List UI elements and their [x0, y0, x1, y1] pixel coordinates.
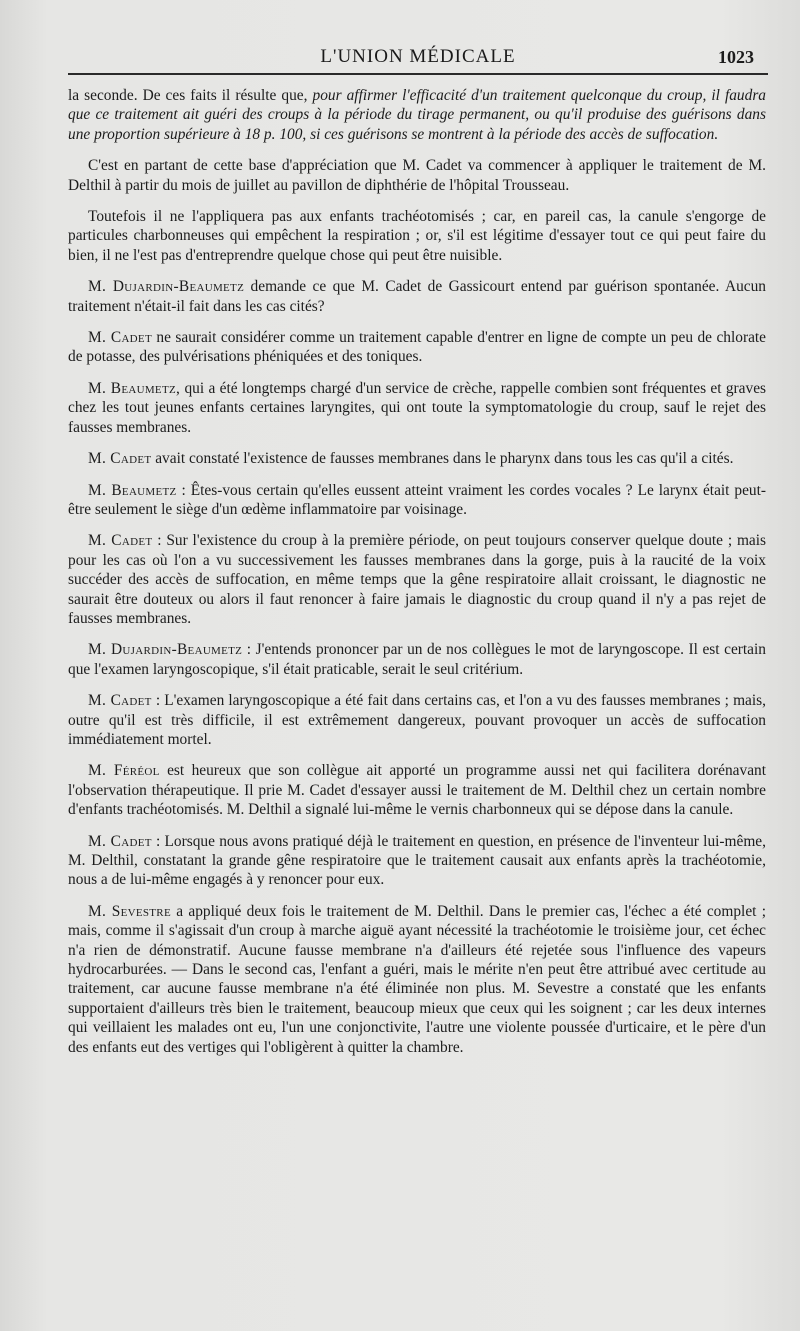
page-number: 1023	[718, 47, 754, 67]
speaker-name: M. Féréol	[88, 762, 160, 780]
paragraph-text: demande ce que M. Cadet de Gassicourt entend par guérison spontanée. Aucun traitement n'était-il fait dans les cas cités?	[68, 278, 766, 315]
speaker-name: M. Dujardin-Beaumetz	[88, 641, 243, 659]
paragraph-text: est heureux que son collègue ait apporté un programme aussi net qui facilitera dorénavant l'observation thérapeutique. Il prie M. Cadet d'essayer aussi le traitement de M. Delthil chez un certain nombre d'enfants trachéotomisés. M. Delthil a signalé lui-même le vernis charbonneux qui se dépose dans la canule.	[68, 762, 767, 819]
paragraph-text: : Sur l'existence du croup à la première période, on peut toujours conserver quelque doute ; mais pour les cas où l'on a vu successivement les fausses membranes dans la gorge, puis à la raucité de la voix succéder des accès de suffocation, en même temps que la gêne respiratoire allait croissant, le diagnostic ne saurait être douteux ou alors il faut renoncer à faire jamais le diagnostic du croup quand il n'y a pas rejet de fausses membranes.	[68, 532, 767, 627]
paragraph-text: ne saurait considérer comme un traitement capable d'entrer en ligne de compte un peu de chlorate de potasse, des pulvérisations phéniquées et des toniques.	[68, 329, 767, 366]
paragraph	[68, 379, 766, 437]
speaker-name: M. Cadet	[88, 450, 152, 468]
page-header	[68, 44, 768, 74]
speaker-name: M. Cadet	[88, 692, 152, 710]
paragraph	[68, 328, 766, 367]
running-title: L'UNION MÉDICALE	[320, 46, 516, 67]
paragraph-text: : L'examen laryngoscopique a été fait dans certains cas, et l'on a vu des fausses membranes ; mais, outre qu'il est très difficile, il est extrêmement dangereux, pouvant provoquer un accès de suffocation immédiatement mortel.	[68, 692, 766, 748]
speaker-name: M. Cadet	[88, 832, 152, 850]
speaker-name: M. Cadet	[88, 329, 152, 347]
paragraph	[68, 691, 766, 749]
paragraph-text: C'est en partant de cette base d'appréciation que M. Cadet va commencer à appliquer le traitement de M. Delthil à partir du mois de juillet au pavillon de diphthérie de l'hôpital Trousseau.	[68, 157, 766, 194]
speaker-name: M. Dujardin-Beaumetz	[88, 278, 245, 296]
speaker-name: M. Sevestre	[88, 902, 171, 920]
paragraph	[68, 481, 766, 520]
paragraph	[68, 761, 766, 819]
paragraph-text: : Lorsque nous avons pratiqué déjà le traitement en question, en présence de l'inventeur lui-même, M. Delthil, constatant la grande gêne respiratoire que le traitement causait aux enfants après la trachéotomie, nous a de lui-même engagés à y renoncer pour eux.	[68, 832, 766, 889]
paragraph-italic-text: pour affirmer l'efficacité d'un traitement quelconque du croup, il faudra que ce traitement ait guéri des croups à la période du tirage permanent, ou qu'il produise des guérisons dans une proportion supérieure à 18 p. 100, si ces guérisons se montrent à la période des accès de suffocation.	[68, 87, 767, 143]
paragraph	[68, 207, 766, 265]
paragraph	[68, 640, 766, 679]
paragraph-text: Toutefois il ne l'appliquera pas aux enfants trachéotomisés ; car, en pareil cas, la canule s'engorge de particules charbonneuses qui empêchent la respiration ; or, s'il est légitime d'essayer tout ce qui peut faire du bien, il ne l'est pas d'entreprendre quelque chose qui peut être nuisible.	[68, 208, 766, 264]
paragraph-text: qui a été longtemps chargé d'un service de crèche, rappelle combien sont fréquentes et graves chez les tout jeunes enfants certaines laryngites, qui ont toute la symptomatologie du croup, sauf le rejet des fausses membranes.	[68, 379, 767, 436]
paragraph	[68, 156, 766, 195]
paragraph	[68, 531, 766, 628]
paragraph	[68, 86, 766, 144]
paragraph-text: la seconde. De ces faits il résulte que,	[68, 87, 313, 104]
header-rule	[68, 73, 768, 75]
speaker-name: M. Beaumetz	[88, 481, 177, 499]
paragraph	[68, 277, 766, 316]
paragraph	[68, 832, 766, 890]
speaker-name: M. Beaumetz,	[88, 379, 181, 397]
speaker-name: M. Cadet	[88, 532, 153, 550]
paragraph-text: a appliqué deux fois le traitement de M. Delthil. Dans le premier cas, l'échec a été complet ; mais, comme il s'agissait d'un croup à marche aiguë ayant nécessité la trachéotomie le troisième jour, cet échec n'a rien de démonstratif. Aucune fausse membrane n'a d'ailleurs été rejetée sous l'influence des vapeurs hydrocarburées. — Dans le second cas, l'enfant a guéri, mais le mérite n'en peut être attribué avec certitude au traitement, car aucune fausse membrane n'a été éliminée non plus. M. Sevestre a constaté que les enfants supportaient d'ailleurs très bien le traitement, beaucoup mieux que ceux qui les soignent ; car les deux internes qui veillaient les malades ont eu, l'un une conjonctivite, l'autre une violente poussée d'urticaire, et le père d'un des enfants eut des vertiges qui l'obligèrent à quitter la chambre.	[68, 902, 766, 1056]
paragraph-text: avait constaté l'existence de fausses membranes dans le pharynx dans tous les cas qu'il a cités.	[151, 450, 734, 468]
paragraph-text: : J'entends prononcer par un de nos collègues le mot de laryngoscope. Il est certain que l'examen laryngoscopique, s'il était praticable, serait le seul critérium.	[68, 641, 766, 678]
paragraph	[68, 902, 766, 1057]
paragraph	[68, 449, 766, 468]
article-body	[68, 86, 766, 1069]
paragraph-text: : Êtes-vous certain qu'elles eussent atteint vraiment les cordes vocales ? Le larynx était peut-être seulement le siège d'un œdème inflammatoire par voisinage.	[68, 481, 766, 518]
